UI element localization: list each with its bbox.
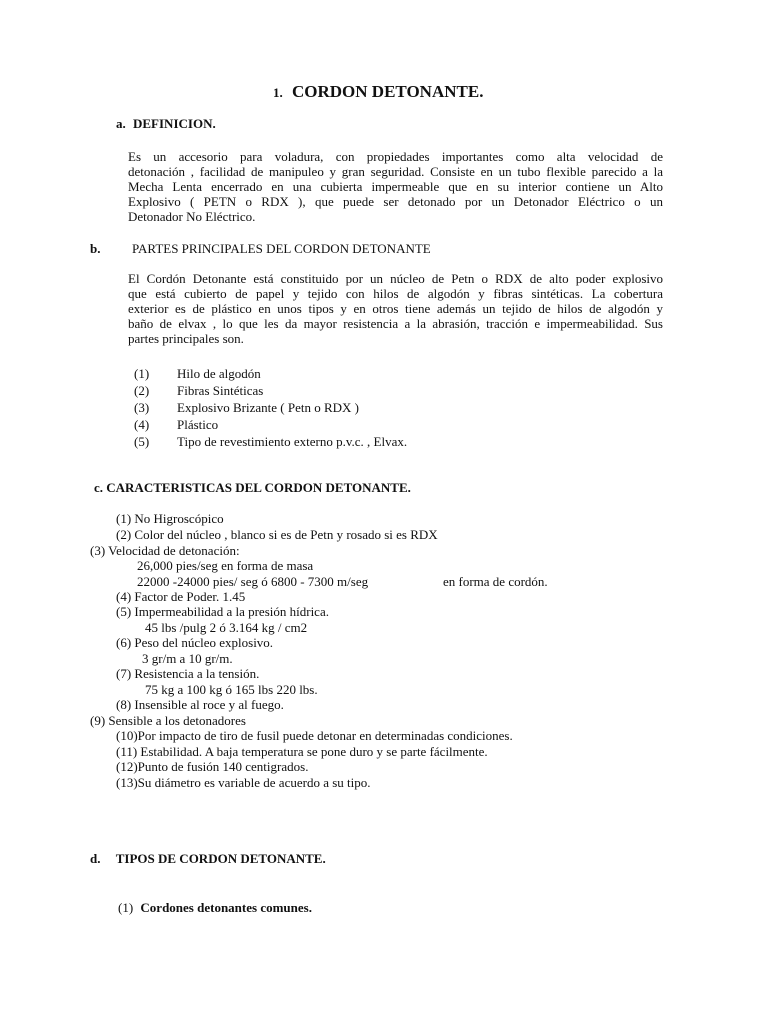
section-a-paragraph: Es un accesorio para voladura, con propiedades importantes como alta velocidad de detonación , facilidad de manipuleo y gran seguridad. Consiste en un tubo flexible parecido a la Mecha Lenta encerrado en una cubierta impermeable que en su interior contiene un Alto Explosivo ( PETN o RDX ), que puede ser detonado por un Detonador Eléctrico o un Detonador No Eléctrico. [128, 149, 663, 224]
list-item-detail: en forma de cordón. [443, 574, 548, 589]
section-c-heading: c. CARACTERISTICAS DEL CORDON DETONANTE. [94, 480, 411, 495]
section-a-heading: a. DEFINICION. [116, 116, 216, 131]
list-item: (13)Su diámetro es variable de acuerdo a su tipo. [116, 775, 371, 790]
list-item: (1) No Higroscópico [116, 511, 224, 526]
list-item-detail: 26,000 pies/seg en forma de masa [137, 558, 314, 573]
list-item: (5) Impermeabilidad a la presión hídrica. [116, 604, 329, 619]
title-text: CORDON DETONANTE [292, 82, 480, 101]
list-item: (11) Estabilidad. A baja temperatura se pone duro y se parte fácilmente. [116, 744, 488, 759]
list-item-detail: 45 lbs /pulg 2 ó 3.164 kg / cm2 [145, 620, 308, 635]
list-item: (9) Sensible a los detonadores [90, 713, 246, 728]
list-item-detail: 22000 -24000 pies/ seg ó 6800 - 7300 m/seg [137, 574, 369, 589]
section-b-heading: b. PARTES PRINCIPALES DEL CORDON DETONANTE [90, 241, 431, 256]
list-item: (4) Plástico [134, 417, 219, 432]
list-item-detail: 3 gr/m a 10 gr/m. [142, 651, 233, 666]
list-item: (2) Color del núcleo , blanco si es de Petn y rosado si es RDX [116, 527, 438, 542]
list-item: (3) Velocidad de detonación: [90, 543, 240, 558]
title-number: 1. [273, 85, 283, 100]
list-item: (3) Explosivo Brizante ( Petn o RDX ) [134, 400, 359, 415]
list-item: (4) Factor de Poder. 1.45 [116, 589, 246, 604]
page-title: 1. CORDON DETONANTE. [273, 82, 484, 101]
list-item: (2) Fibras Sintéticas [134, 383, 264, 398]
list-item: (7) Resistencia a la tensión. [116, 666, 260, 681]
section-d-item: (1) Cordones detonantes comunes. [118, 900, 312, 915]
section-b-paragraph: El Cordón Detonante está constituido por un núcleo de Petn o RDX de alto poder explosivo que está cubierto de papel y tejido con hilos de algodón y fibras sintéticas. La cobertura exterior es de plástico en unos tipos y en otros tiene además un tejido de hilos de algodón y baño de elvax , lo que les da mayor resistencia a la abrasión, tracción e impermeabilidad. Sus partes principales son. [128, 271, 663, 346]
list-item-detail: 75 kg a 100 kg ó 165 lbs 220 lbs. [145, 682, 318, 697]
list-item: (5) Tipo de revestimiento externo p.v.c. , Elvax. [134, 434, 408, 449]
list-item: (8) Insensible al roce y al fuego. [116, 697, 284, 712]
list-item: (12)Punto de fusión 140 centigrados. [116, 759, 309, 774]
list-item: (6) Peso del núcleo explosivo. [116, 635, 274, 650]
section-d-heading: d. TIPOS DE CORDON DETONANTE. [90, 851, 326, 866]
list-item: (1) Hilo de algodón [134, 366, 261, 381]
list-item: (10)Por impacto de tiro de fusil puede detonar en determinadas condiciones. [116, 728, 513, 743]
